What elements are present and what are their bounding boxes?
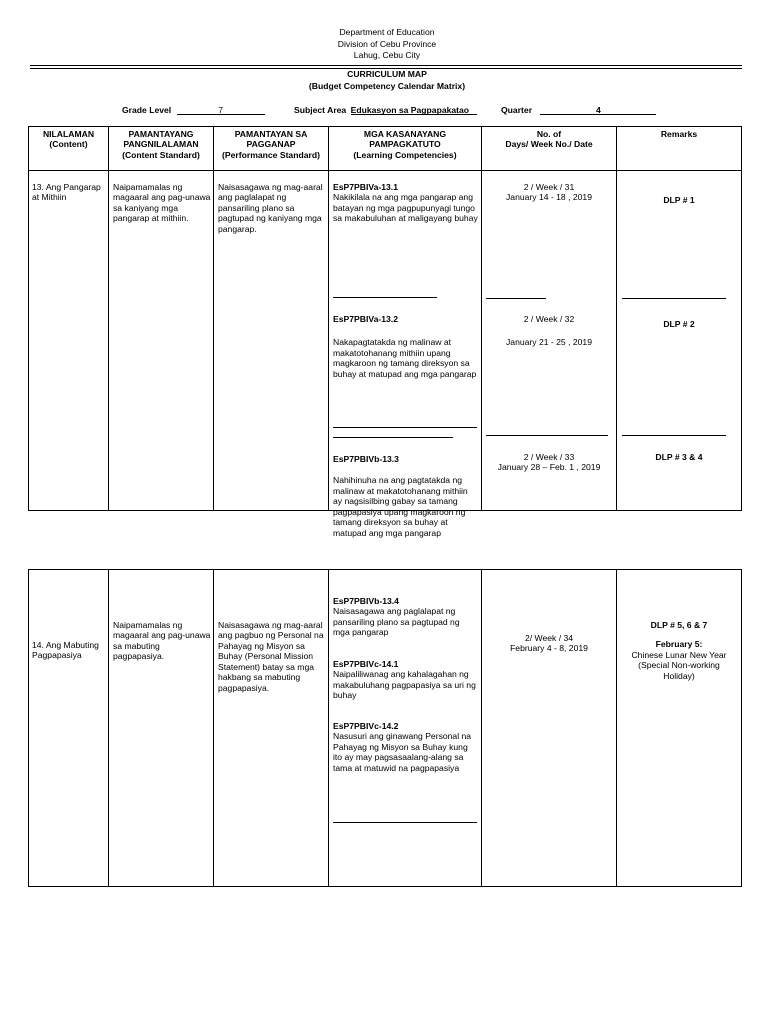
competency-text: Naipaliliwanag ang kahalagahan ng makabuluhang pagpapasiya sa uri ng buhay	[333, 669, 476, 701]
content-standard-cell	[109, 570, 214, 887]
competency-item	[333, 596, 478, 638]
content-standard-cell	[109, 171, 214, 511]
column-header-days: No. of Days/ Week No./ Date	[482, 127, 617, 171]
competency-code: EsP7PBIVc-14.1	[333, 659, 399, 669]
table-header-row	[29, 127, 742, 171]
curriculum-table-1	[28, 126, 742, 538]
days-week-text: 2/ Week / 34	[524, 633, 574, 643]
remarks-cell	[617, 570, 742, 887]
content-cell	[29, 171, 109, 511]
schedule-item	[482, 314, 616, 348]
competency-text: Nakikilala na ang mga pangarap ang batayan ng mga pagpupunyagi tungo sa makabuluhan at maligayang buhay	[333, 192, 478, 224]
column-header-content-standard: PAMANTAYANG PANGNILALAMAN (Content Standard)	[109, 127, 214, 171]
quarter-field	[501, 105, 656, 115]
schedule-item	[482, 452, 616, 473]
days-week-text: 2 / Week / 31	[523, 182, 575, 192]
date-text: January 28 – Feb. 1 , 2019	[497, 462, 601, 473]
document-title: CURRICULUM MAP	[347, 69, 427, 79]
separator-line	[333, 297, 437, 298]
competency-code: EsP7PBIVa-13.1	[333, 182, 398, 192]
separator-line	[622, 435, 726, 436]
header-divider-top	[30, 65, 742, 66]
holiday-note: Chinese Lunar New Year (Special Non-working Holiday)	[631, 649, 727, 681]
separator-line	[622, 298, 726, 299]
remarks-text: DLP # 1	[663, 195, 695, 205]
days-cell	[482, 171, 617, 511]
subject-area-field	[294, 105, 477, 115]
remarks-text: DLP # 3 & 4	[655, 452, 703, 462]
competency-text: Nasusuri ang ginawang Personal na Pahayag ng Misyon sa Buhay kung ito ay may pagsasaalang-alang sa tama at matuwid na pagpapasiya	[333, 731, 472, 773]
performance-standard-text: Naisasagawa ng mag-aaral ang pagbuo ng Personal na Pahayag ng Misyon sa Buhay (Personal Mission Statement) batay sa mga hakbang sa mabuting pagpapasiya.	[218, 620, 324, 693]
document-header	[0, 27, 768, 62]
days-cell	[482, 570, 617, 887]
grade-level-label: Grade Level	[122, 105, 172, 115]
grade-level-value: 7	[177, 105, 265, 115]
content-cell	[29, 570, 109, 887]
separator-line	[333, 822, 477, 823]
separator-line	[333, 437, 453, 438]
curriculum-table-2	[28, 569, 742, 887]
content-standard-text: Naipamamalas ng magaaral ang pag-unawa sa mabuting pagpapasiya.	[113, 620, 211, 662]
department-name: Department of Education	[339, 27, 435, 37]
subject-area-value: Edukasyon sa Pagpapakatao	[351, 105, 477, 115]
competency-item	[333, 182, 478, 224]
remarks-text: DLP # 5, 6 & 7	[650, 620, 708, 630]
learning-competencies-cell	[329, 171, 482, 538]
quarter-value: 4	[540, 105, 656, 115]
competency-code: EsP7PBIVc-14.2	[333, 721, 399, 731]
days-week-text: 2 / Week / 33	[523, 452, 575, 462]
content-text: 13. Ang Pangarap at Mithiin	[32, 182, 101, 203]
quarter-label: Quarter	[501, 105, 533, 115]
competency-text: Naisasagawa ang paglalapat ng pansariling plano sa pagtupad ng mga pangarap	[333, 606, 460, 638]
schedule-item	[482, 182, 616, 203]
separator-line	[333, 427, 477, 428]
days-week-text: 2 / Week / 32	[523, 314, 575, 324]
performance-standard-cell	[214, 171, 329, 511]
date-text: January 21 - 25 , 2019	[506, 337, 592, 348]
content-standard-text: Naipamamalas ng magaaral ang pag-unawa sa kaniyang mga pangarap at mithiin.	[113, 182, 211, 224]
column-header-content: NILALAMAN (Content)	[29, 127, 109, 171]
division-name: Division of Cebu Province	[337, 38, 437, 49]
subject-area-label: Subject Area	[294, 105, 347, 115]
date-text: February 4 - 8, 2019	[510, 643, 588, 654]
content-text: 14. Ang Mabuting Pagpapasiya	[32, 640, 99, 661]
location-text: Lahug, Cebu City	[353, 50, 421, 60]
document-title-block	[0, 69, 768, 92]
competency-item	[333, 721, 478, 773]
competency-code: EsP7PBIVa-13.2	[333, 314, 398, 324]
remarks-text: DLP # 2	[663, 319, 695, 329]
separator-line	[486, 298, 546, 299]
column-header-performance-standard: PAMANTAYAN SA PAGGANAP (Performance Standard)	[214, 127, 329, 171]
schedule-item	[482, 633, 616, 654]
competency-code: EsP7PBIVb-13.3	[333, 454, 399, 464]
table-row	[29, 171, 742, 511]
competency-item	[333, 314, 478, 379]
performance-standard-cell	[214, 570, 329, 887]
learning-competencies-cell	[329, 570, 482, 887]
remarks-cell	[617, 171, 742, 511]
column-header-remarks: Remarks	[617, 127, 742, 171]
remarks-item	[623, 620, 735, 681]
table-row	[29, 570, 742, 887]
document-subtitle: (Budget Competency Calendar Matrix)	[308, 80, 466, 91]
competency-text: Nahihinuha na ang pagtatakda ng malinaw at makatotohanang mithiin ay nagsisilbing gabay sa tamang pagpapasiya upang magkaroon ng tamang direksyon sa buhay at matupad ang mga pangarap	[333, 475, 468, 538]
date-text: January 14 - 18 , 2019	[506, 192, 592, 203]
competency-code: EsP7PBIVb-13.4	[333, 596, 399, 606]
column-header-learning-competencies: MGA KASANAYANG PAMPAGKATUTO (Learning Competencies)	[329, 127, 482, 171]
performance-standard-text: Naisasagawa ng mag-aaral ang paglalapat ng pansariling plano sa pagtupad ng kaniyang mga pangarap.	[218, 182, 323, 234]
grade-level-field	[122, 105, 265, 115]
separator-line	[486, 435, 608, 436]
competency-item	[333, 454, 478, 538]
holiday-date: February 5:	[655, 639, 703, 650]
competency-text: Nakapagtatakda ng malinaw at makatotohanang mithiin upang magkaroon ng tamang direksyon sa buhay at matupad ang mga pangarap	[333, 337, 477, 379]
competency-item	[333, 659, 478, 701]
